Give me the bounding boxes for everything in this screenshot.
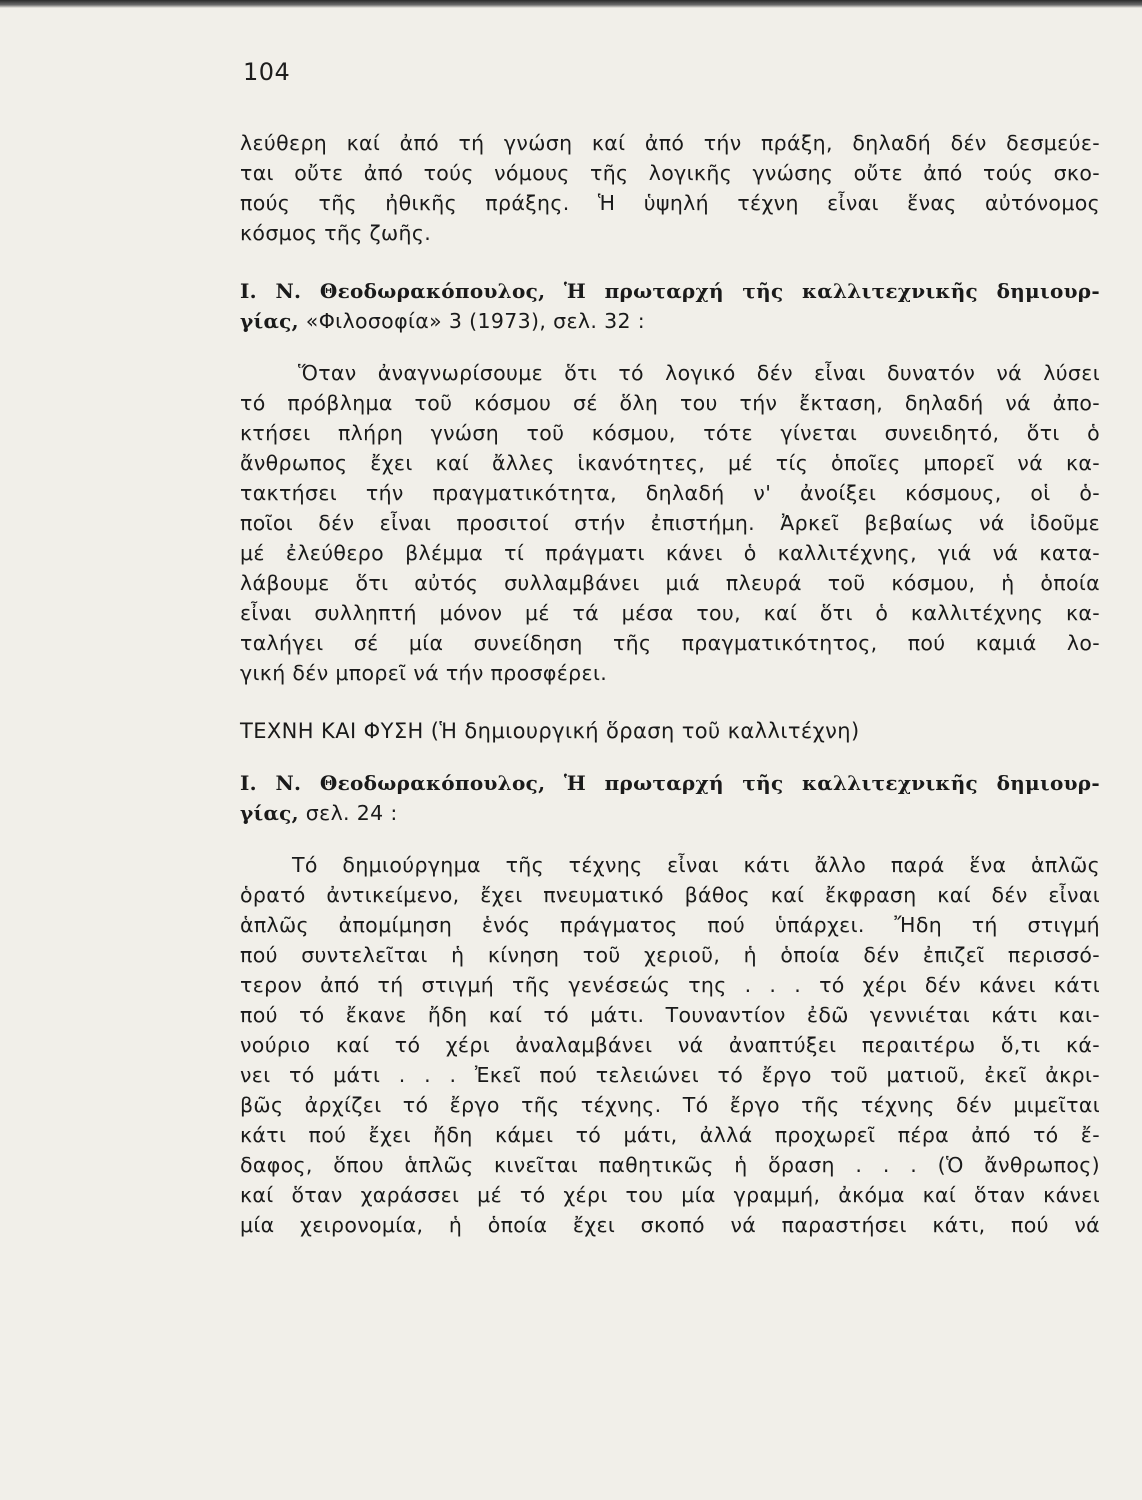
text-line: ἄνθρωπος ἔχει καί ἄλλες ἱκανότητες, μέ τίς ὁποῖες μπορεῖ νά κα- [240, 451, 1100, 475]
citation-title-end: γίας, [240, 309, 299, 333]
citation-source: «Φιλοσοφία» 3 (1973), σελ. 32 : [305, 309, 646, 333]
page-number: 104 [243, 58, 291, 86]
text-line: ὁρατό ἀντικείμενο, ἔχει πνευματικό βάθος καί ἔκφραση καί δέν εἶναι [240, 883, 1100, 907]
citation-source-line [240, 306, 1100, 336]
text-line: κάτι πού ἔχει ἤδη κάμει τό μάτι, ἀλλά προχωρεῖ πέρα ἀπό τό ἔ- [240, 1123, 1100, 1147]
text-column [240, 128, 1100, 1240]
quotation-1 [240, 358, 1100, 688]
text-line: νει τό μάτι . . . Ἐκεῖ πού τελειώνει τό ἔργο τοῦ ματιοῦ, ἐκεῖ ἀκρι- [240, 1063, 1100, 1087]
citation-source: σελ. 24 : [305, 801, 398, 825]
text-line: ποῖοι δέν εἶναι προσιτοί στήν ἐπιστήμη. Ἀρκεῖ βεβαίως νά ἰδοῦμε [240, 511, 1100, 535]
text-line: Ὅταν ἀναγνωρίσουμε ὅτι τό λογικό δέν εἶναι δυνατόν νά λύσει [298, 361, 1100, 385]
text-line: τό πρόβλημα τοῦ κόσμου σέ ὅλη του τήν ἔκταση, δηλαδή νά ἀπο- [240, 391, 1100, 415]
citation-1 [240, 276, 1100, 336]
paragraph-continuation [240, 128, 1100, 248]
text-line: ται οὔτε ἀπό τούς νόμους τῆς λογικῆς γνώσης οὔτε ἀπό τούς σκο- [240, 161, 1100, 185]
text-line: πούς τῆς ἠθικῆς πράξης. Ἡ ὑψηλή τέχνη εἶναι ἕνας αὐτόνομος [240, 191, 1100, 215]
citation-author-title: Ι. Ν. Θεοδωρακόπουλος, Ἡ πρωταρχή τῆς καλλιτεχνικῆς δημιουρ- [240, 771, 1100, 795]
text-line: κόσμος τῆς ζωῆς. [240, 221, 432, 245]
text-line: λάβουμε ὅτι αὐτός συλλαμβάνει μιά πλευρά τοῦ κόσμου, ἡ ὁποία [240, 571, 1100, 595]
text-line: εἶναι συλληπτή μόνον μέ τά μέσα του, καί ὅτι ὁ καλλιτέχνης κα- [240, 601, 1100, 625]
quotation-2 [240, 850, 1100, 1240]
section-heading: ΤΕΧΝΗ ΚΑΙ ΦΥΣΗ (Ἡ δημιουργική ὅραση τοῦ καλλιτέχνη) [240, 719, 860, 743]
text-line: καί ὅταν χαράσσει μέ τό χέρι του μία γραμμή, ἀκόμα καί ὅταν κάνει [240, 1183, 1100, 1207]
text-line: βῶς ἀρχίζει τό ἔργο τῆς τέχνης. Τό ἔργο τῆς τέχνης δέν μιμεῖται [240, 1093, 1100, 1117]
text-line: ἁπλῶς ἀπομίμηση ἑνός πράγματος πού ὑπάρχει. Ἤδη τή στιγμή [240, 913, 1100, 937]
text-line: γική δέν μπορεῖ νά τήν προσφέρει. [240, 661, 608, 685]
text-line: πού συντελεῖται ἡ κίνηση τοῦ χεριοῦ, ἡ ὁποία δέν ἐπιζεῖ περισσό- [240, 943, 1100, 967]
text-line: νούριο καί τό χέρι ἀναλαμβάνει νά ἀναπτύξει περαιτέρω ὅ,τι κά- [240, 1033, 1100, 1057]
text-line: τακτήσει τήν πραγματικότητα, δηλαδή ν' ἀνοίξει κόσμους, οἱ ὁ- [240, 481, 1100, 505]
text-line: δαφος, ὅπου ἁπλῶς κινεῖται παθητικῶς ἡ ὅραση . . . (Ὁ ἄνθρωπος) [240, 1153, 1100, 1177]
text-line: μέ ἐλεύθερο βλέμμα τί πράγματι κάνει ὁ καλλιτέχνης, γιά νά κατα- [240, 541, 1100, 565]
citation-source-line [240, 798, 1100, 828]
citation-2 [240, 768, 1100, 828]
text-line: τερον ἀπό τή στιγμή τῆς γενέσεώς της . . . τό χέρι δέν κάνει κάτι [240, 973, 1100, 997]
text-line: λεύθερη καί ἀπό τή γνώση καί ἀπό τήν πράξη, δηλαδή δέν δεσμεύε- [240, 131, 1100, 155]
citation-title-end: γίας, [240, 801, 299, 825]
citation-author-title: Ι. Ν. Θεοδωρακόπουλος, Ἡ πρωταρχή τῆς καλλιτεχνικῆς δημιουρ- [240, 279, 1100, 303]
text-line: Τό δημιούργημα τῆς τέχνης εἶναι κάτι ἄλλο παρά ἕνα ἁπλῶς [292, 853, 1100, 877]
text-line: ταλήγει σέ μία συνείδηση τῆς πραγματικότητος, πού καμιά λο- [240, 631, 1100, 655]
text-line: πού τό ἔκανε ἤδη καί τό μάτι. Τουναντίον ἐδῶ γεννιέται κάτι και- [240, 1003, 1100, 1027]
text-line: κτήσει πλήρη γνώση τοῦ κόσμου, τότε γίνεται συνειδητό, ὅτι ὁ [240, 421, 1100, 445]
text-line: μία χειρονομία, ἡ ὁποία ἔχει σκοπό νά παραστήσει κάτι, πού νά [240, 1213, 1100, 1237]
